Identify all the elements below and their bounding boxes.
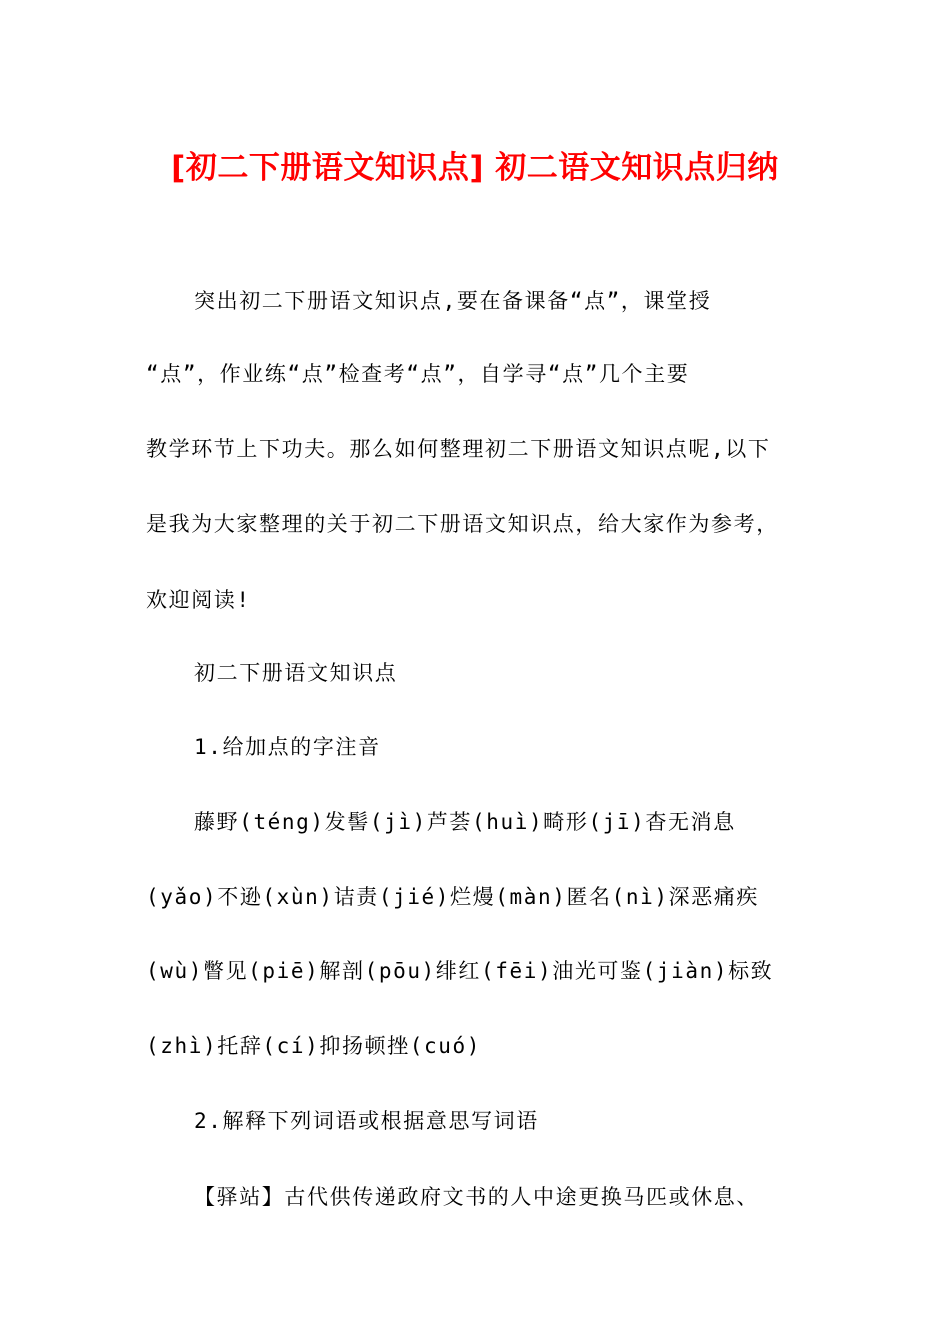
paragraph-line: 藤野(téng)发髻(jì)芦荟(huì)畸形(jī)杳无消息 <box>194 810 736 834</box>
paragraph-line: (yǎo)不逊(xùn)诘责(jié)烂熳(màn)匿名(nì)深恶痛疾 <box>146 885 760 909</box>
paragraph-line: 【驿站】古代供传递政府文书的人中途更换马匹或休息、 <box>194 1185 759 1209</box>
paragraph-line: 突出初二下册语文知识点,要在备课备“点”，课堂授 <box>194 289 712 313</box>
paragraph-line: (wù)瞥见(piē)解剖(pōu)绯红(fēi)油光可鉴(jiàn)标致 <box>146 959 774 983</box>
subsection-heading: 2.解释下列词语或根据意思写词语 <box>194 1109 539 1133</box>
subsection-heading: 1.给加点的字注音 <box>194 735 381 759</box>
paragraph-line: 欢迎阅读! <box>146 588 251 612</box>
paragraph-line: “点”，作业练“点”检查考“点”，自学寻“点”几个主要 <box>146 362 690 386</box>
paragraph-line: 教学环节上下功夫。那么如何整理初二下册语文知识点呢,以下 <box>146 437 771 461</box>
paragraph-line: (zhì)托辞(cí)抑扬顿挫(cuó) <box>146 1034 482 1058</box>
section-heading: 初二下册语文知识点 <box>194 661 398 685</box>
paragraph-line: 是我为大家整理的关于初二下册语文知识点，给大家作为参考， <box>146 512 779 536</box>
document-title: [初二下册语文知识点] 初二语文知识点归纳 <box>171 150 779 186</box>
